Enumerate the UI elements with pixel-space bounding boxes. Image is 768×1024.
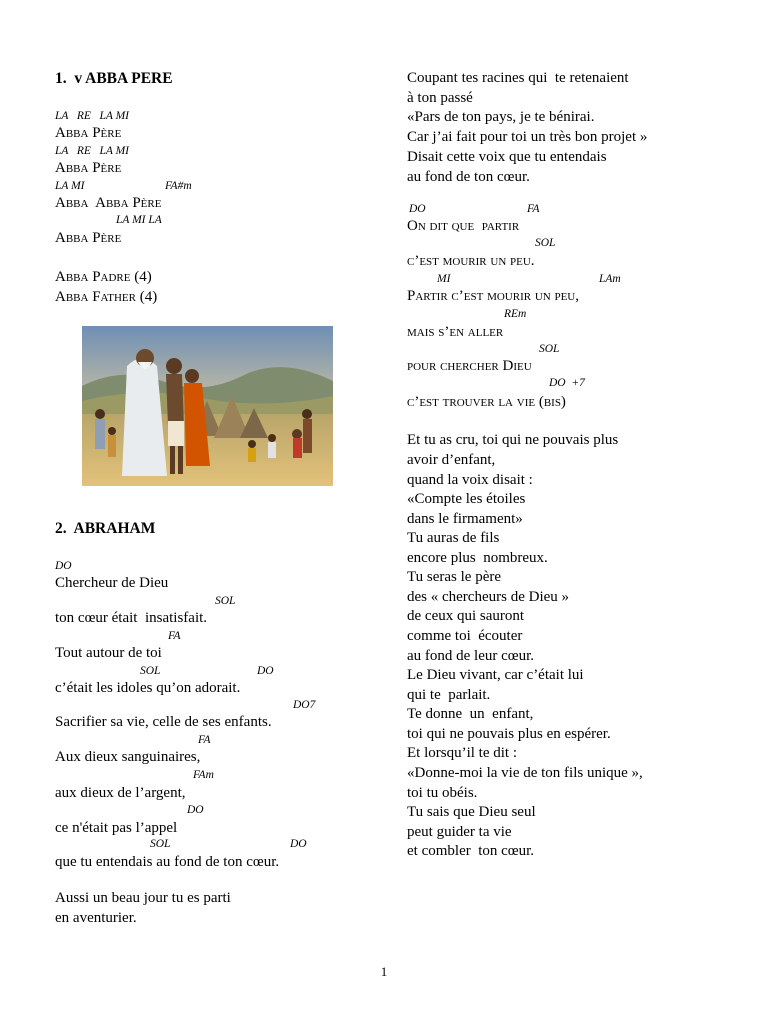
song-1-heading: 1. v ABBA PERE <box>55 70 173 87</box>
lyric-line: quand la voix disait : <box>407 472 533 488</box>
chord: SOL <box>215 595 236 607</box>
lyric-line: Et lorsqu’il te dit : <box>407 745 517 761</box>
lyric-line: peut guider ta vie <box>407 824 512 840</box>
chord-line: LA RE LA MI <box>55 110 130 122</box>
lyric-line: au fond de ton cœur. <box>407 169 530 185</box>
lyric-line: Tu auras de fils <box>407 530 500 546</box>
refrain-line: Partir c’est mourir un peu, <box>407 288 579 304</box>
lyric-line: Abba Padre (4) <box>55 269 152 285</box>
abraham-illustration <box>82 326 333 486</box>
chord: DO +7 <box>549 377 585 389</box>
lyric-line: Et tu as cru, toi qui ne pouvais plus <box>407 432 619 448</box>
lyric-line: dans le firmament» <box>407 511 523 527</box>
chord: FA <box>527 203 540 215</box>
chord: FAm <box>193 769 214 781</box>
lyric-line: Te donne un enfant, <box>407 706 534 722</box>
lyric-line: Abba Abba Père <box>55 195 162 211</box>
lyric-line: Abba Père <box>55 160 122 176</box>
lyric-line: Tu seras le père <box>407 569 502 585</box>
chord: DO7 <box>293 699 316 711</box>
lyric-line: toi tu obéis. <box>407 785 478 801</box>
song-2-heading: 2. ABRAHAM <box>55 520 156 537</box>
refrain-line: On dit que partir <box>407 218 520 234</box>
chord-line: LA RE LA MI <box>55 145 130 157</box>
lyric-line: Abba Père <box>55 125 122 141</box>
lyric-line: Car j’ai fait pour toi un très bon projet » <box>407 129 648 145</box>
chord: FA <box>168 630 181 642</box>
refrain-line: c’est trouver la vie (bis) <box>407 394 566 410</box>
lyric-line: «Donne-moi la vie de ton fils unique », <box>407 765 643 781</box>
lyric-line: avoir d’enfant, <box>407 452 496 468</box>
illustration-svg <box>82 326 333 486</box>
lyric-line: aux dieux de l’argent, <box>55 785 186 801</box>
lyric-line: ce n'était pas l’appel <box>55 820 178 836</box>
page-number: 1 <box>380 964 388 979</box>
lyric-line: Le Dieu vivant, car c’était lui <box>407 667 584 683</box>
chord: FA <box>198 734 211 746</box>
chord: DO <box>409 203 426 215</box>
chord: SOL <box>140 665 161 677</box>
lyric-line: Disait cette voix que tu entendais <box>407 149 607 165</box>
lyric-line: des « chercheurs de Dieu » <box>407 589 570 605</box>
lyric-line: encore plus nombreux. <box>407 550 548 566</box>
chord-line: LA MI <box>55 180 85 192</box>
lyric-line: Coupant tes racines qui te retenaient <box>407 70 629 86</box>
lyric-line: Abba Father (4) <box>55 289 158 305</box>
lyric-line: Sacrifier sa vie, celle de ses enfants. <box>55 714 272 730</box>
refrain-line: mais s’en aller <box>407 324 504 340</box>
chord: LAm <box>599 273 621 285</box>
lyric-line: qui te parlait. <box>407 687 491 703</box>
lyric-line: Aux dieux sanguinaires, <box>55 749 201 765</box>
lyric-line: «Compte les étoiles <box>407 491 526 507</box>
lyric-line: de ceux qui sauront <box>407 608 525 624</box>
chord: SOL <box>150 838 171 850</box>
chord: DO <box>55 560 72 572</box>
chord: DO <box>187 804 204 816</box>
chord: REm <box>504 308 527 320</box>
chord-line: FA#m <box>165 180 192 192</box>
chord: SOL <box>539 343 560 355</box>
chord: DO <box>290 838 307 850</box>
lyric-line: Aussi un beau jour tu es parti <box>55 890 231 906</box>
chord-line: LA MI LA <box>116 214 162 226</box>
lyric-line: toi qui ne pouvais plus en espérer. <box>407 726 611 742</box>
lyric-line: au fond de leur cœur. <box>407 648 535 664</box>
lyric-line: que tu entendais au fond de ton cœur. <box>55 854 280 870</box>
lyric-line: à ton passé <box>407 90 473 106</box>
lyric-line: c’était les idoles qu’on adorait. <box>55 680 241 696</box>
chord: MI <box>437 273 451 285</box>
refrain-line: pour chercher Dieu <box>407 358 532 374</box>
lyric-line: Abba Père <box>55 230 122 246</box>
lyric-line: Tout autour de toi <box>55 645 162 661</box>
chord: DO <box>257 665 274 677</box>
lyric-line: ton cœur était insatisfait. <box>55 610 208 626</box>
lyric-line: et combler ton cœur. <box>407 843 535 859</box>
lyric-line: Tu sais que Dieu seul <box>407 804 536 820</box>
lyric-line: Chercheur de Dieu <box>55 575 169 591</box>
lyric-line: «Pars de ton pays, je te bénirai. <box>407 109 595 125</box>
chord: SOL <box>535 237 556 249</box>
lyric-line: en aventurier. <box>55 910 137 926</box>
lyric-line: comme toi écouter <box>407 628 523 644</box>
refrain-line: c’est mourir un peu. <box>407 253 535 269</box>
